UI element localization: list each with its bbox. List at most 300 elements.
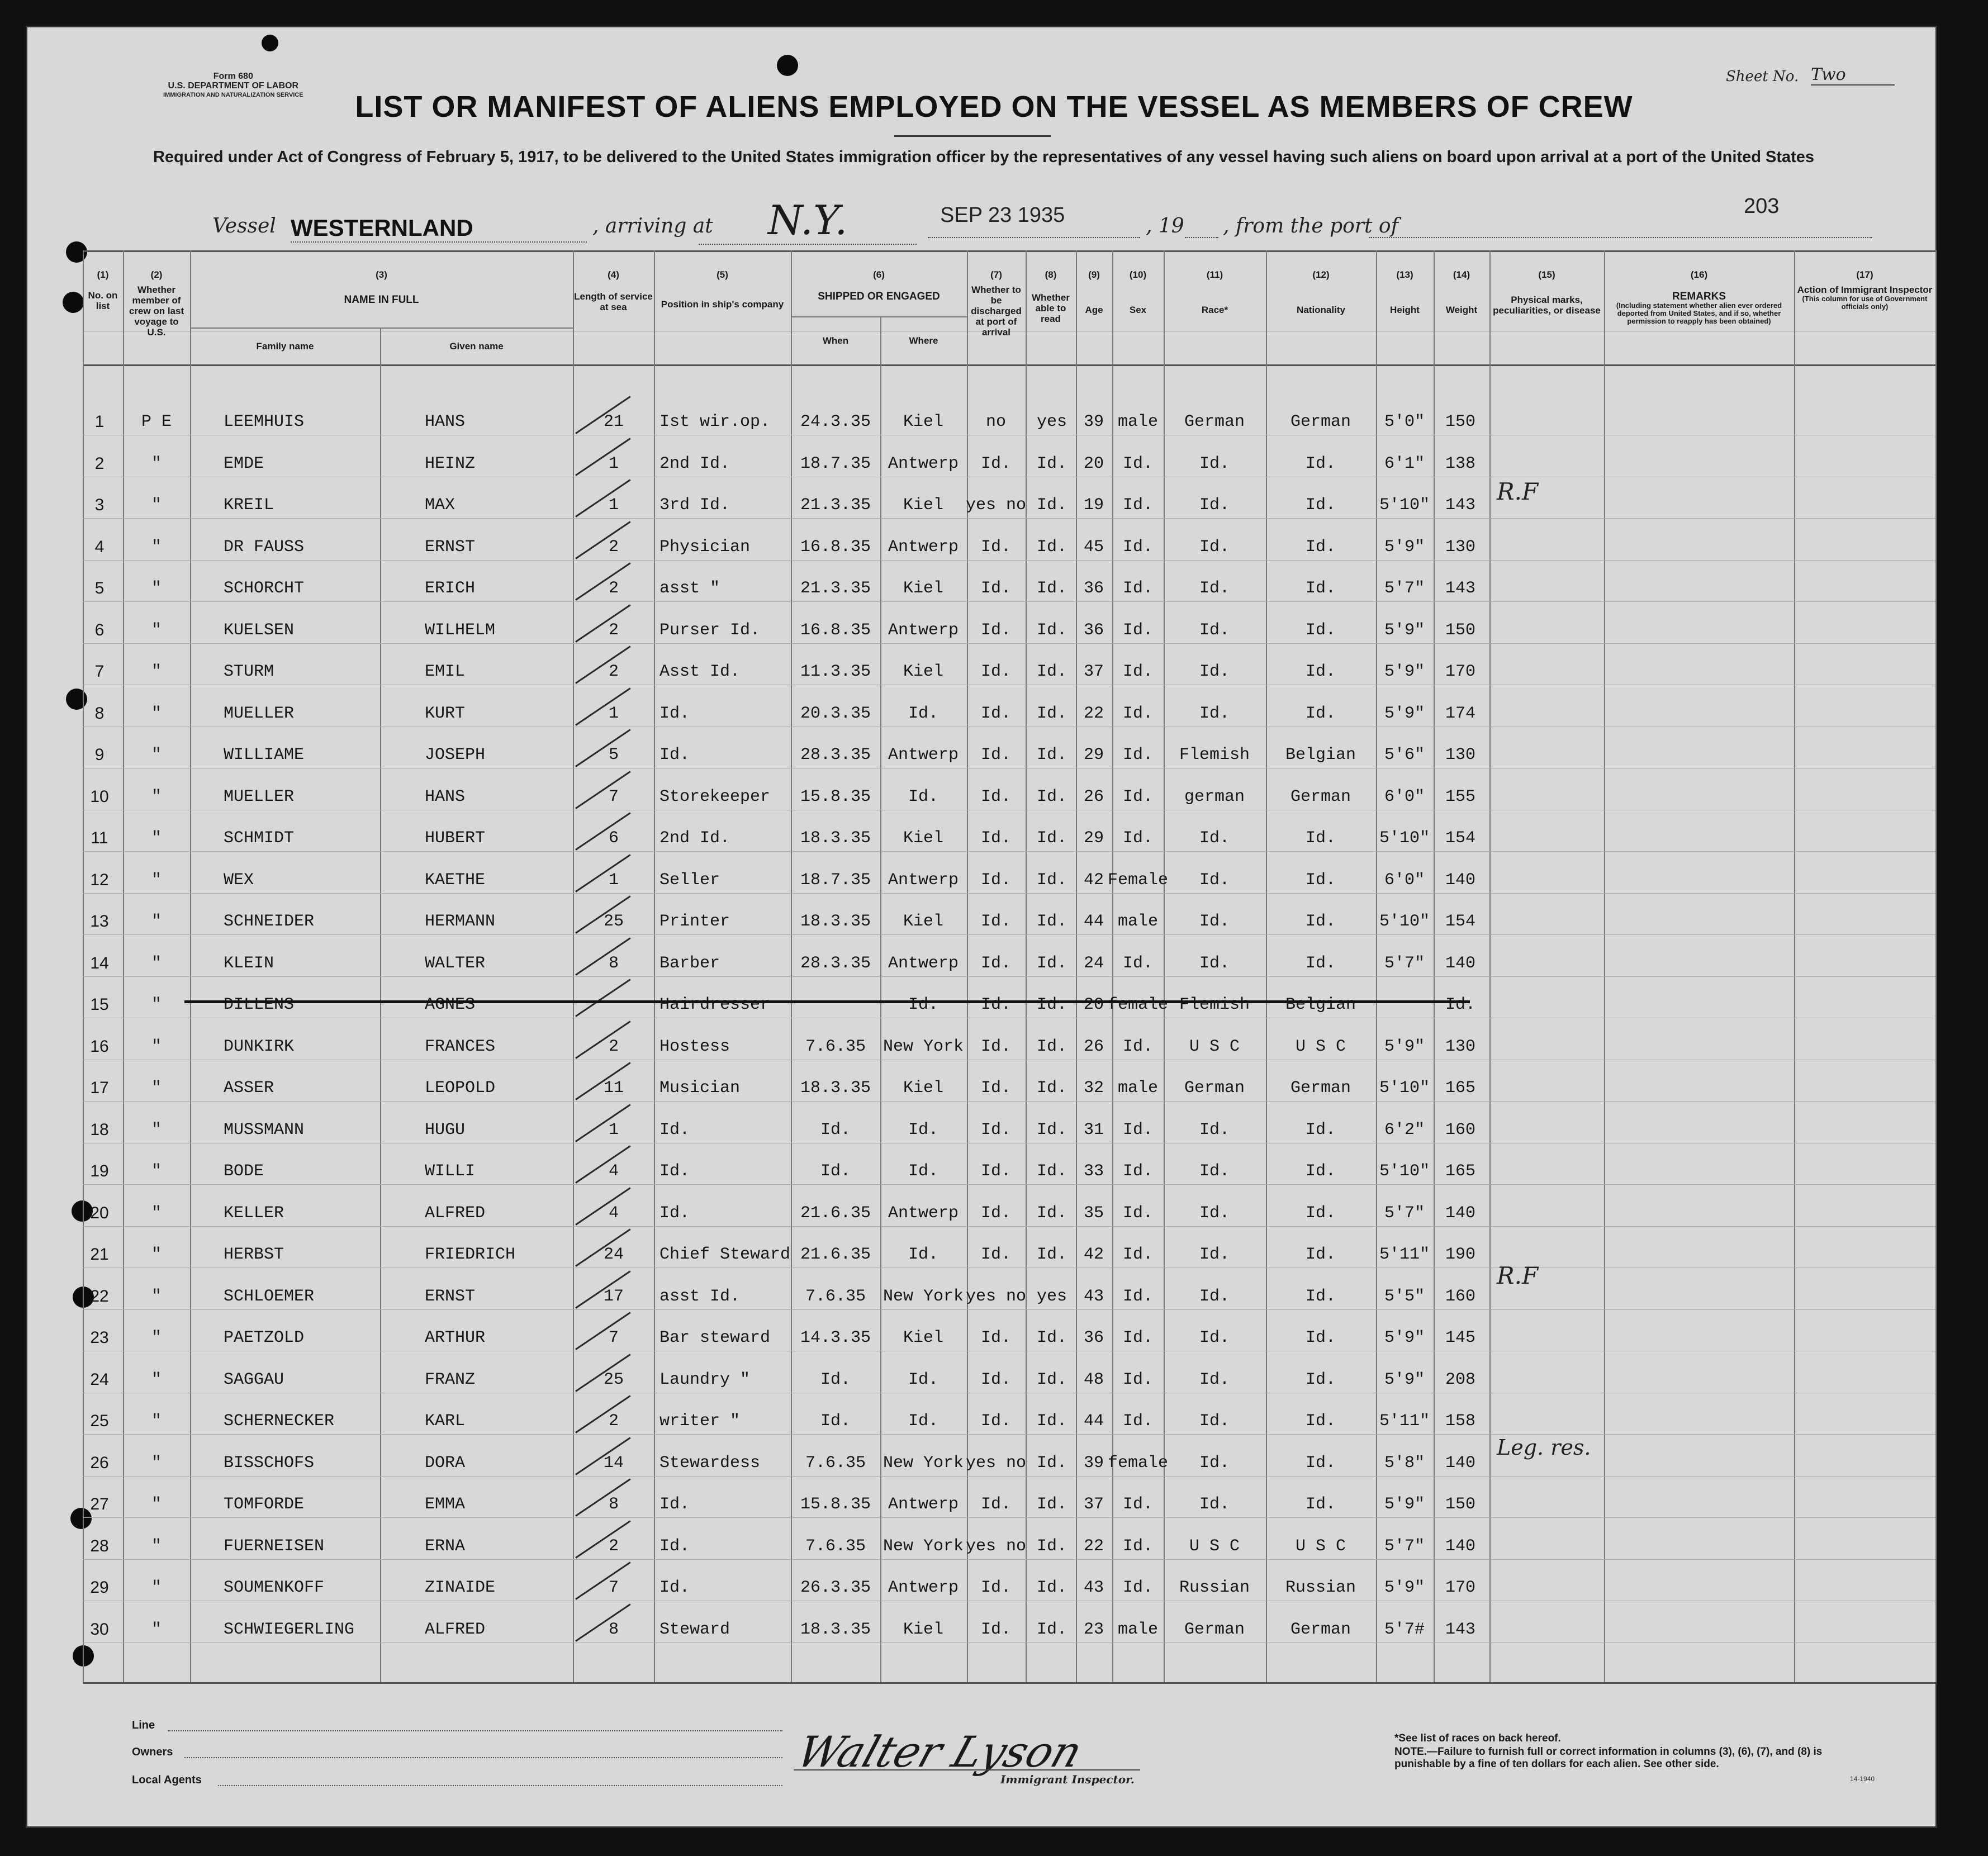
given-name-cell: AGNES <box>425 995 476 1014</box>
position-cell: Id. <box>659 1121 690 1140</box>
service-length-cell: 7 <box>608 1328 619 1347</box>
sex-cell: Id. <box>1122 704 1153 723</box>
discharge-status-cell: Id. <box>980 912 1011 931</box>
race-cell: Id. <box>1199 496 1230 515</box>
weight-cell: 165 <box>1445 1162 1475 1181</box>
age-cell: 43 <box>1083 1287 1104 1306</box>
given-name-cell: KURT <box>425 704 466 723</box>
weight-cell: 170 <box>1445 662 1475 681</box>
owners-field <box>184 1757 782 1758</box>
family-name-cell: SCHNEIDER <box>224 912 315 931</box>
shipped-where-cell: Kiel <box>903 912 943 931</box>
age-cell: 29 <box>1083 746 1104 765</box>
discharge-status-cell: Id. <box>980 704 1011 723</box>
shipped-when-cell: 11.3.35 <box>800 662 871 681</box>
service-length-cell: 4 <box>608 1204 619 1223</box>
col-11-header: (11) Race* <box>1201 269 1228 315</box>
owners-label: Owners <box>132 1746 173 1758</box>
family-name-cell: SCHLOEMER <box>224 1287 315 1306</box>
given-name-cell: FRANZ <box>425 1370 476 1389</box>
height-cell: 5'7" <box>1384 1204 1425 1223</box>
service-length-cell: 8 <box>608 1495 619 1514</box>
shipped-when-cell: 15.8.35 <box>800 787 871 806</box>
row-rule <box>83 893 1935 894</box>
family-name-cell: LEEMHUIS <box>224 412 305 431</box>
crew-last-voyage-cell: " <box>151 579 162 598</box>
service-length-cell: 14 <box>603 1454 624 1473</box>
crew-last-voyage-cell: " <box>151 704 162 723</box>
shipped-where-cell: Id. <box>908 1121 938 1140</box>
shipped-where-cell: Antwerp <box>888 1578 959 1597</box>
able-to-read-cell: Id. <box>1036 1370 1067 1389</box>
family-name-cell: KREIL <box>224 496 274 515</box>
nationality-cell: Id. <box>1305 662 1336 681</box>
discharge-status-cell: Id. <box>980 1079 1011 1098</box>
height-cell: 5'9" <box>1384 1370 1425 1389</box>
family-name-cell: PAETZOLD <box>224 1328 305 1347</box>
given-name-cell: ERNST <box>425 1287 476 1306</box>
nationality-cell: U S C <box>1295 1037 1346 1056</box>
shipped-where-cell: Id. <box>908 704 938 723</box>
shipped-when-cell: Id. <box>820 1412 851 1431</box>
family-name-cell: SCHMIDT <box>224 829 295 848</box>
crew-last-voyage-cell: " <box>151 496 162 515</box>
nationality-cell: Russian <box>1285 1578 1356 1597</box>
row-rule <box>83 1434 1935 1435</box>
family-name-cell: SCHWIEGERLING <box>224 1620 355 1639</box>
position-cell: Id. <box>659 1578 690 1597</box>
discharge-status-cell: yes no <box>965 496 1027 515</box>
nationality-cell: German <box>1290 1620 1351 1639</box>
shipped-where-cell: Kiel <box>903 496 943 515</box>
when-header: When <box>822 335 849 346</box>
row-number-cell: 20 <box>90 1204 109 1222</box>
weight-cell: 160 <box>1445 1287 1475 1306</box>
able-to-read-cell: Id. <box>1036 912 1067 931</box>
row-number-cell: 23 <box>90 1328 109 1347</box>
age-cell: 20 <box>1083 454 1104 473</box>
family-name-header: Family name <box>256 341 314 352</box>
service-length-cell: 2 <box>608 1412 619 1431</box>
shipped-when-cell: 16.8.35 <box>800 621 871 640</box>
shipped-where-cell: New York <box>882 1454 964 1473</box>
nationality-cell: Id. <box>1305 829 1336 848</box>
family-name-cell: WEX <box>224 871 254 890</box>
race-cell: Flemish <box>1179 746 1250 765</box>
row-rule <box>83 1309 1935 1310</box>
family-name-cell: BODE <box>224 1162 264 1181</box>
crew-last-voyage-cell: " <box>151 1537 162 1556</box>
crew-last-voyage-cell: " <box>151 1495 162 1514</box>
given-name-cell: JOSEPH <box>425 746 486 765</box>
row-rule <box>83 1476 1935 1477</box>
shipped-when-cell: 15.8.35 <box>800 1495 871 1514</box>
shipped-when-cell: 16.8.35 <box>800 538 871 557</box>
table-bottom-border <box>83 1682 1935 1684</box>
row-number-cell: 17 <box>90 1079 109 1097</box>
position-cell: Bar steward <box>659 1328 771 1347</box>
family-name-cell: DILLENS <box>224 995 295 1014</box>
row-number-cell: 10 <box>90 787 109 806</box>
height-cell: 5'10" <box>1379 912 1430 931</box>
discharge-status-cell: Id. <box>980 1495 1011 1514</box>
position-cell: Id. <box>659 746 690 765</box>
able-to-read-cell: Id. <box>1036 871 1067 890</box>
given-name-cell: DORA <box>425 1454 466 1473</box>
given-name-cell: ALFRED <box>425 1620 486 1639</box>
crew-last-voyage-cell: " <box>151 1454 162 1473</box>
discharge-status-cell: Id. <box>980 1204 1011 1223</box>
column-divider <box>1604 250 1605 1682</box>
given-name-cell: LEOPOLD <box>425 1079 496 1098</box>
age-cell: 29 <box>1083 829 1104 848</box>
able-to-read-cell: Id. <box>1036 1121 1067 1140</box>
sex-cell: Id. <box>1122 954 1153 973</box>
discharge-status-cell: Id. <box>980 1412 1011 1431</box>
row-number-cell: 30 <box>90 1620 109 1639</box>
nationality-cell: Id. <box>1305 579 1336 598</box>
sex-cell: Id. <box>1122 787 1153 806</box>
service-length-cell: 2 <box>608 621 619 640</box>
height-cell: 5'9" <box>1384 621 1425 640</box>
shipped-where-cell: Antwerp <box>888 746 959 765</box>
sex-cell: Id. <box>1122 1121 1153 1140</box>
nationality-cell: Id. <box>1305 1412 1336 1431</box>
race-cell: Id. <box>1199 1412 1230 1431</box>
marks-row-22: R.F <box>1497 1262 1539 1289</box>
crew-last-voyage-cell: " <box>151 1370 162 1389</box>
service-length-cell: 24 <box>603 1245 624 1264</box>
shipped-when-cell: 24.3.35 <box>800 412 871 431</box>
family-name-cell: BISSCHOFS <box>224 1454 315 1473</box>
vessel-label: Vessel <box>212 215 276 238</box>
given-name-cell: FRIEDRICH <box>425 1245 516 1264</box>
weight-cell: 130 <box>1445 746 1475 765</box>
height-cell: 5'9" <box>1384 662 1425 681</box>
able-to-read-cell: Id. <box>1036 454 1067 473</box>
shipped-when-cell: 21.6.35 <box>800 1245 871 1264</box>
row-rule <box>83 1101 1935 1102</box>
service-length-cell: 7 <box>608 1578 619 1597</box>
service-length-cell: 2 <box>608 579 619 598</box>
discharge-status-cell: Id. <box>980 454 1011 473</box>
weight-cell: 130 <box>1445 1037 1475 1056</box>
col-9-header: (9) Age <box>1085 269 1103 315</box>
table-header-border <box>83 364 1935 366</box>
race-cell: Id. <box>1199 704 1230 723</box>
service-length-cell: 1 <box>608 496 619 515</box>
crew-last-voyage-cell: " <box>151 954 162 973</box>
discharge-status-cell: Id. <box>980 787 1011 806</box>
race-cell: U S C <box>1189 1037 1240 1056</box>
local-agents-field <box>218 1785 782 1786</box>
row-number-cell: 29 <box>90 1578 109 1597</box>
nationality-cell: Id. <box>1305 496 1336 515</box>
manifest-subtitle: Required under Act of Congress of February 5, 1917, to be delivered to the United States immigration officer by the representatives of any vessel having such aliens on board upon arrival at a port of the United States <box>153 148 1815 166</box>
shipped-where-cell: Id. <box>908 1370 938 1389</box>
service-length-cell: 6 <box>608 829 619 848</box>
weight-cell: 190 <box>1445 1245 1475 1264</box>
crew-last-voyage-cell: " <box>151 829 162 848</box>
column-divider <box>1935 250 1937 1682</box>
height-cell: 5'10" <box>1379 1162 1430 1181</box>
nationality-cell: Id. <box>1305 454 1336 473</box>
sex-cell: Female <box>1107 871 1169 890</box>
row-rule <box>83 934 1935 935</box>
sex-cell: Id. <box>1122 496 1153 515</box>
weight-cell: 165 <box>1445 1079 1475 1098</box>
sex-cell: Id. <box>1122 829 1153 848</box>
crew-last-voyage-cell: " <box>151 1121 162 1140</box>
family-name-cell: MUSSMANN <box>224 1121 305 1140</box>
sex-cell: Id. <box>1122 1537 1153 1556</box>
race-cell: Id. <box>1199 454 1230 473</box>
shipped-where-cell: New York <box>882 1037 964 1056</box>
race-cell: Id. <box>1199 871 1230 890</box>
shipped-when-cell: Id. <box>820 1370 851 1389</box>
discharge-status-cell: Id. <box>980 871 1011 890</box>
col-12-header: (12) Nationality <box>1297 269 1345 315</box>
sheet-number-value: Two <box>1811 65 1895 86</box>
weight-cell: Id. <box>1445 995 1475 1014</box>
given-name-cell: HANS <box>425 412 466 431</box>
col-13-header: (13) Height <box>1390 269 1420 315</box>
shipped-when-cell: 21.3.35 <box>800 496 871 515</box>
age-cell: 22 <box>1083 1537 1104 1556</box>
shipped-when-cell: 7.6.35 <box>805 1454 866 1473</box>
service-length-cell: 1 <box>608 704 619 723</box>
sex-cell: Id. <box>1122 454 1153 473</box>
weight-cell: 140 <box>1445 871 1475 890</box>
crew-last-voyage-cell: " <box>151 1287 162 1306</box>
column-divider <box>1794 250 1795 1682</box>
crew-last-voyage-cell: " <box>151 1079 162 1098</box>
height-cell: 5'10" <box>1379 496 1430 515</box>
family-name-cell: KUELSEN <box>224 621 295 640</box>
race-cell: german <box>1184 787 1245 806</box>
row-number-cell: 14 <box>90 954 109 972</box>
crew-last-voyage-cell: " <box>151 1245 162 1264</box>
family-name-cell: SCHORCHT <box>224 579 305 598</box>
crew-last-voyage-cell: P E <box>141 412 172 431</box>
family-name-cell: SOUMENKOFF <box>224 1578 325 1597</box>
shipped-where-cell: Kiel <box>903 1328 943 1347</box>
discharge-status-cell: no <box>985 412 1006 431</box>
weight-cell: 143 <box>1445 1620 1475 1639</box>
row-rule <box>83 1184 1935 1185</box>
col-17-header: (17) Action of Immigrant Inspector (This column for use of Government officials only) <box>1797 269 1933 311</box>
shipped-where-cell: Antwerp <box>888 621 959 640</box>
nationality-cell: Id. <box>1305 538 1336 557</box>
shipped-when-cell: 18.3.35 <box>800 1079 871 1098</box>
age-cell: 26 <box>1083 787 1104 806</box>
age-cell: 44 <box>1083 912 1104 931</box>
discharge-status-cell: Id. <box>980 579 1011 598</box>
weight-cell: 150 <box>1445 412 1475 431</box>
name-subhead-rule <box>190 327 573 329</box>
able-to-read-cell: Id. <box>1036 1537 1067 1556</box>
crew-last-voyage-cell: " <box>151 1037 162 1056</box>
from-port-field <box>1369 237 1872 238</box>
age-cell: 35 <box>1083 1204 1104 1223</box>
age-cell: 42 <box>1083 871 1104 890</box>
row-number-cell: 15 <box>90 995 109 1014</box>
discharge-status-cell: Id. <box>980 1162 1011 1181</box>
able-to-read-cell: Id. <box>1036 1454 1067 1473</box>
height-cell: 5'11" <box>1379 1245 1430 1264</box>
sex-cell: male <box>1117 1079 1158 1098</box>
service-length-cell: 1 <box>608 871 619 890</box>
weight-cell: 140 <box>1445 1454 1475 1473</box>
able-to-read-cell: yes <box>1036 1287 1067 1306</box>
shipped-where-cell: Kiel <box>903 1079 943 1098</box>
given-name-cell: ERNST <box>425 538 476 557</box>
family-name-cell: EMDE <box>224 454 264 473</box>
shipped-when-cell: 7.6.35 <box>805 1537 866 1556</box>
row-15-strikethrough <box>184 1000 1470 1003</box>
given-name-cell: HEINZ <box>425 454 476 473</box>
marks-row-3: R.F <box>1497 478 1539 505</box>
col-4-header: (4) Length of service at sea <box>574 269 653 312</box>
position-cell: 2nd Id. <box>659 829 730 848</box>
sex-cell: Id. <box>1122 1370 1153 1389</box>
col-15-header: (15) Physical marks, peculiarities, or disease <box>1493 269 1601 316</box>
date-stamp: SEP 23 1935 <box>940 203 1065 227</box>
able-to-read-cell: Id. <box>1036 1162 1067 1181</box>
row-number-cell: 26 <box>90 1454 109 1472</box>
age-cell: 37 <box>1083 662 1104 681</box>
nationality-cell: Id. <box>1305 954 1336 973</box>
weight-cell: 154 <box>1445 829 1475 848</box>
given-name-cell: HERMANN <box>425 912 496 931</box>
crew-last-voyage-cell: " <box>151 746 162 765</box>
height-cell: 6'0" <box>1384 871 1425 890</box>
family-name-cell: MUELLER <box>224 787 295 806</box>
row-number-cell: 11 <box>91 829 108 847</box>
row-rule <box>83 518 1935 519</box>
shipped-where-cell: Id. <box>908 995 938 1014</box>
crew-last-voyage-cell: " <box>151 1620 162 1639</box>
shipped-when-cell: Id. <box>820 1121 851 1140</box>
weight-cell: 140 <box>1445 1204 1475 1223</box>
service-length-cell: 7 <box>608 787 619 806</box>
race-cell: Id. <box>1199 912 1230 931</box>
position-cell: Musician <box>659 1079 741 1098</box>
able-to-read-cell: Id. <box>1036 1412 1067 1431</box>
able-to-read-cell: Id. <box>1036 1204 1067 1223</box>
row-number-cell: 4 <box>94 538 105 556</box>
shipped-where-cell: New York <box>882 1287 964 1306</box>
marks-row-26: Leg. res. <box>1497 1435 1591 1460</box>
shipped-where-cell: Antwerp <box>888 1495 959 1514</box>
row-number-cell: 6 <box>94 621 105 639</box>
discharge-status-cell: yes no <box>965 1454 1027 1473</box>
given-name-cell: ERNA <box>425 1537 466 1556</box>
row-rule <box>83 1517 1935 1518</box>
position-cell: Seller <box>659 871 720 890</box>
penalty-note: NOTE.—Failure to furnish full or correct information in columns (3), (6), (7), and (8) is punishable by a fine of ten dollars for each alien. See other side. <box>1394 1746 1823 1770</box>
service-length-cell: 4 <box>608 1162 619 1181</box>
race-cell: Id. <box>1199 829 1230 848</box>
row-number-cell: 12 <box>90 871 109 889</box>
shipped-when-cell: 18.7.35 <box>800 871 871 890</box>
col-2-header: (2) Whether member of crew on last voyage to U.S. <box>129 269 184 338</box>
shipped-when-cell: 20.3.35 <box>800 704 871 723</box>
row-number-cell: 2 <box>94 454 105 473</box>
shipped-where-cell: Id. <box>908 1162 938 1181</box>
position-cell: Id. <box>659 704 690 723</box>
given-name-cell: HANS <box>425 787 466 806</box>
able-to-read-cell: Id. <box>1036 621 1067 640</box>
height-cell: 5'10" <box>1379 829 1430 848</box>
position-cell: Id. <box>659 1537 690 1556</box>
position-cell: Hostess <box>659 1037 730 1056</box>
shipped-when-cell: 18.3.35 <box>800 912 871 931</box>
discharge-status-cell: Id. <box>980 621 1011 640</box>
age-cell: 43 <box>1083 1578 1104 1597</box>
sex-cell: Id. <box>1122 579 1153 598</box>
shipped-when-cell: 26.3.35 <box>800 1578 871 1597</box>
shipped-where-cell: Id. <box>908 1412 938 1431</box>
weight-cell: 160 <box>1445 1121 1475 1140</box>
discharge-status-cell: Id. <box>980 1370 1011 1389</box>
sex-cell: female <box>1107 1454 1169 1473</box>
race-cell: Id. <box>1199 1162 1230 1181</box>
nationality-cell: Id. <box>1305 1495 1336 1514</box>
able-to-read-cell: Id. <box>1036 829 1067 848</box>
crew-last-voyage-cell: " <box>151 1412 162 1431</box>
nationality-cell: Belgian <box>1285 746 1356 765</box>
discharge-status-cell: Id. <box>980 1328 1011 1347</box>
sex-cell: Id. <box>1122 1287 1153 1306</box>
row-number-cell: 9 <box>94 746 105 764</box>
position-cell: Id. <box>659 1204 690 1223</box>
discharge-status-cell: Id. <box>980 662 1011 681</box>
discharge-status-cell: Id. <box>980 1620 1011 1639</box>
position-cell: 3rd Id. <box>659 496 730 515</box>
race-cell: Id. <box>1199 662 1230 681</box>
shipped-where-cell: Kiel <box>903 412 943 431</box>
sex-cell: Id. <box>1122 538 1153 557</box>
able-to-read-cell: Id. <box>1036 787 1067 806</box>
age-cell: 39 <box>1083 412 1104 431</box>
age-cell: 22 <box>1083 704 1104 723</box>
race-cell: Id. <box>1199 1204 1230 1223</box>
height-cell: 5'9" <box>1384 538 1425 557</box>
weight-cell: 170 <box>1445 1578 1475 1597</box>
service-length-cell: 1 <box>608 1121 619 1140</box>
shipped-when-cell: 28.3.35 <box>800 954 871 973</box>
col-14-header: (14) Weight <box>1445 269 1478 315</box>
height-cell: 5'8" <box>1384 1454 1425 1473</box>
race-cell: Id. <box>1199 1495 1230 1514</box>
discharge-status-cell: Id. <box>980 829 1011 848</box>
service-length-cell: 17 <box>603 1287 624 1306</box>
line-label: Line <box>132 1719 155 1731</box>
shipped-where-cell: Id. <box>908 787 938 806</box>
row-rule <box>83 643 1935 644</box>
nationality-cell: German <box>1290 787 1351 806</box>
service-length-cell: 11 <box>603 1079 624 1098</box>
age-cell: 31 <box>1083 1121 1104 1140</box>
row-number-cell: 13 <box>90 912 109 931</box>
line-field <box>168 1730 782 1731</box>
age-cell: 44 <box>1083 1412 1104 1431</box>
title-rule <box>894 135 1051 137</box>
given-name-cell: ARTHUR <box>425 1328 486 1347</box>
col-6-header: (6) SHIPPED OR ENGAGED <box>818 269 940 302</box>
age-cell: 26 <box>1083 1037 1104 1056</box>
